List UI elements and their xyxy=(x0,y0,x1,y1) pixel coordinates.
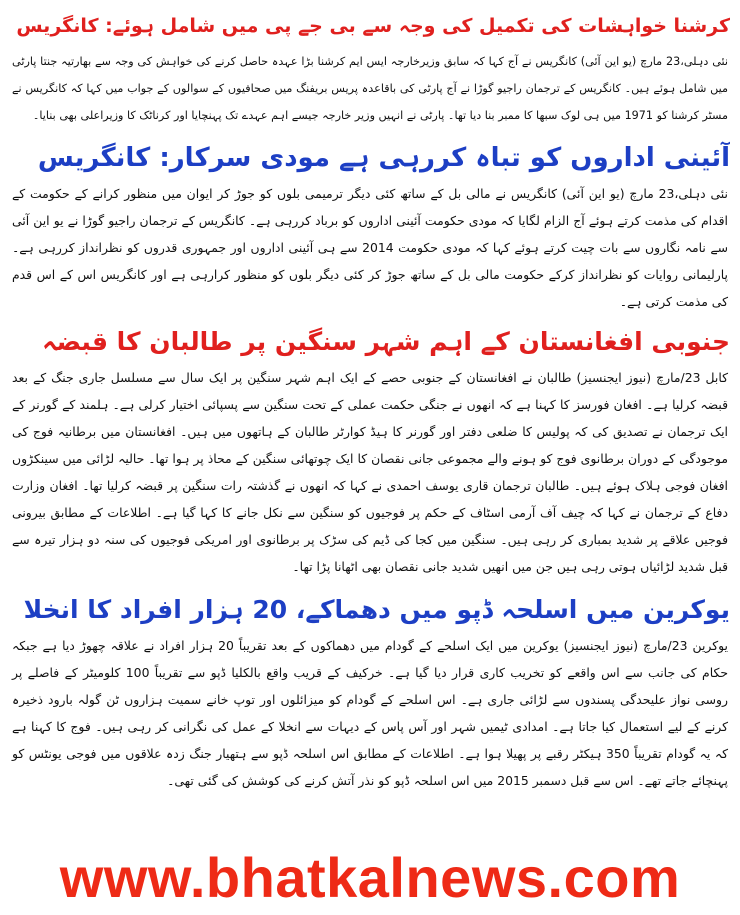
site-url-footer: www.bhatkalnews.com xyxy=(59,846,681,909)
article-krishna-bjp xyxy=(10,4,730,132)
article-body-ukraine-depot: یوکرین 23/مارچ (نیوز ایجنسیز) یوکرین میں ایک اسلحے کے گودام میں دھماکوں کے بعد تقریباً 20 ہزار افراد نے علاقہ چھوڑ دیا ہے جبکہ حکام کی جانب سے اس واقعے کو تخریب کاری قرار دیا گیا ہے۔ خرکیف کے قریب واقع بالکلیا ڈپو سے تقریباً 100 کلومیٹر کے فاصلے پر روسی نواز علیحدگی پسندوں سے لڑائی جاری ہے۔ اس اسلحے کے گودام کو میزائلوں اور توپ خانے سمیت ہزاروں ٹن گولہ بارود ذخیرہ کرنے کے لیے استعمال کیا جاتا ہے۔ امدادی ٹیمیں شہر اور آس پاس کے دیہات سے انخلا کے عمل کی نگرانی کر رہی ہیں۔ فوج کا کہنا ہے کہ یہ گودام تقریباً 350 ہیکٹر رقبے پر پھیلا ہوا ہے۔ اطلاعات کے مطابق اس اسلحہ ڈپو سے ہتھیار جنگ زدہ علاقوں میں فوجی یونٹس کو پہنچائے جاتے تھے۔ اس سے قبل دسمبر 2015 میں اس اسلحہ ڈپو کو نذر آتش کرنے کی کوشش کی گئی تھی۔ xyxy=(12,638,728,788)
headline-ukraine-depot: یوکرین میں اسلحہ ڈپو میں دھماکے، 20 ہزار افراد کا انخلا xyxy=(23,595,730,624)
article-sangin-taliban xyxy=(10,320,730,584)
article-body-sangin-taliban: کابل 23/مارچ (نیوز ایجنسیز) طالبان نے افغانستان کے جنوبی حصے کے ایک اہم شہر سنگین پر ایک سال سے مسلسل جاری جنگ کے بعد قبضہ کرلیا ہے۔ افغان فورسز کا کہنا ہے کہ انھوں نے جنگی حکمت عملی کے تحت سنگین سے پسپائی اختیار کرلی ہے۔ ہلمند کے گورنر کے ایک ترجمان نے تصدیق کی کہ پولیس کا ضلعی دفتر اور گورنر کا ہیڈ کوارٹر طالبان کے ہاتھوں میں ہیں۔ افغانستان میں برطانیہ فوج کی موجودگی کے دوران برطانوی فوج کو ہونے والے مجموعی جانی نقصان کا ایک چوتھائی سنگین کے محاذ پر ہوا تھا۔ حالیہ لڑائی میں سینکڑوں افغان فوجی ہلاک ہوئے ہیں۔ طالبان ترجمان قاری یوسف احمدی نے کہا کہ انھوں نے گذشتہ رات سنگین پر قبضہ کرلیا تھا۔ افغان وزارت دفاع کے ترجمان نے کہا کہ چیف آف آرمی اسٹاف کے حکم پر فوجیوں کو سنگین سے نکل جانے کا کہا گیا ہے۔ اطلاعات کے مطابق بیرونی فوجیں علاقے پر شدید بمباری کر رہی ہیں۔ سنگین میں کجا کی ڈیم کی سڑک پر برطانوی اور امریکی فوجیوں کی سنہ دو ہزار تیرہ سے قبل شدید لڑائیاں ہوتی رہی ہیں جن میں انھیں شدید جانی نقصان بھی اٹھانا پڑا تھا۔ xyxy=(12,370,729,574)
article-ukraine-depot xyxy=(10,588,730,820)
headline-sangin-taliban: جنوبی افغانستان کے اہم شہر سنگین پر طالبان کا قبضہ xyxy=(42,327,730,356)
headline-modi-institutions: آئینی اداروں کو تباہ کررہی ہے مودی سرکار: کانگریس xyxy=(37,143,730,173)
article-modi-institutions xyxy=(10,136,730,316)
article-body-krishna-bjp: نئی دہلی،23 مارچ (یو این آئی) کانگریس نے آج کہا کہ سابق وزیرخارجہ ایس ایم کرشنا بڑا عہدہ حاصل کرنے کی خواہش کی وجہ سے بھارتیہ جنتا پارٹی میں شامل ہوئے ہیں۔ کانگریس کے ترجمان راجیو گوڑا نے آج پارٹی کی باقاعدہ پریس بریفنگ میں صحافیوں کے سوالوں کے جواب میں کہا کہ کانگریس نے مسٹر کرشنا کو 1971 میں ہی لوک سبھا کا ممبر بنا دیا تھا۔ پارٹی نے انہیں وزیر خارجہ جیسے اہم عہدے تک پہنچایا اور کرناٹک کا وزیراعلی بھی بنایا۔ xyxy=(12,55,729,122)
headline-krishna-bjp: کرشنا خواہشات کی تکمیل کی وجہ سے بی جے پی میں شامل ہوئے: کانگریس xyxy=(16,15,730,37)
article-body-modi-institutions: نئی دہلی،23 مارچ (یو این آئی) کانگریس نے مالی بل کے ساتھ کئی دیگر ترمیمی بلوں کو جوڑ کر ایوان میں منظور کرانے کے حکومت کے اقدام کی مذمت کرتے ہوئے آج الزام لگایا کہ مودی حکومت آئینی اداروں کو برباد کررہی ہے۔ کانگریس کے ترجمان راجیو گوڑا نے یو این آئی سے نامہ نگاروں سے بات چیت کرتے ہوئے کہا کہ مودی حکومت 2014 سے ہی آئینی اداروں اور جمہوری قدروں کو نظرانداز کررہی ہے۔ پارلیمانی روایات کو نظرانداز کرکے حکومت مالی بل کے ساتھ جوڑ کر کئی دیگر بلوں کو منظور کرارہی ہے اور کانگریس اس کے اس قدم کی مذمت کرتی ہے۔ xyxy=(12,186,729,309)
